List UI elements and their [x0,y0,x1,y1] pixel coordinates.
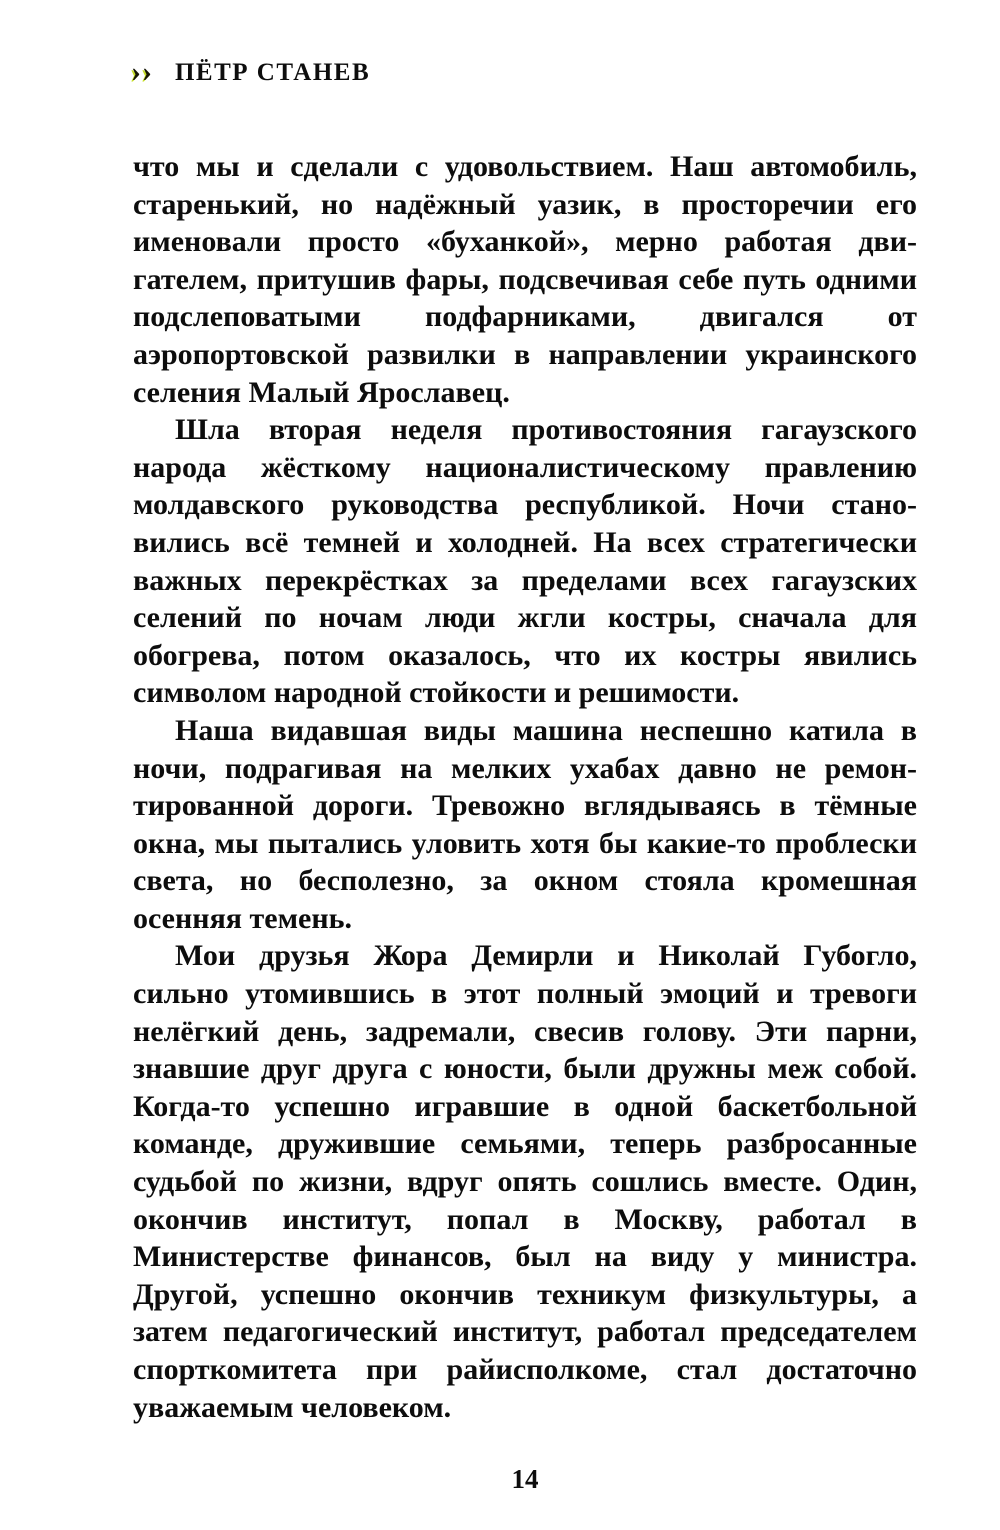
paragraph: Наша видавшая виды машина неспешно катила в ночи, подрагивая на мелких ухабах давно не ремонтированной дороги. Тревожно вглядываясь в тёмные окна, мы пытались уловить хотя бы какие-то проблески света, но бесполезно, за окном стояла кромешная осенняя темень. [133,713,917,935]
running-header [131,55,371,88]
paragraph: что мы и сделали с удовольствием. Наш автомобиль, старенький, но надёжный уазик, в просторечии его именовали просто «буханкой», мерно работая двигателем, притушив фары, подсвечивая себе путь одними подслеповатыми подфарниками, двигался от аэропортовской развилки в направлении украинского селения Малый Ярославец. [133,150,917,409]
paragraph: Шла вторая неделя противостояния гагаузского народа жёсткому националистическому правлению молдавского руководства республикой. Ночи становились всё темней и холодней. На всех стратегически важных перекрёстках за пределами всех гагаузских селений по ночам люди жгли костры, сначала для обогрева, потом оказалось, что их костры явились символом народной стойкости и решимости. [133,413,917,710]
paragraph: Мои друзья Жора Демирли и Николай Губогло, сильно утомившись в этот полный эмоций и тревоги нелёгкий день, задремали, свесив голову. Эти парни, знавшие друг друга с юности, были дружны меж собой. Когда-то успешно игравшие в одной баскетбольной команде, дружившие семьями, теперь разбросанные судьбой по жизни, вдруг опять сошлись вместе. Один, окончив институт, попал в Москву, работал в Министерстве финансов, был на виду у министра. Другой, успешно окончив техникум физкультуры, а затем педагогический институт, работал председателем спорткомитета при райисполкоме, стал достаточно уважаемым человеком. [133,939,917,1424]
page-number: 14 [511,1464,539,1494]
body-text-block [133,148,917,1426]
author-name: ПЁТР СТАНЕВ [174,59,371,86]
chevrons-right-icon: ›› [131,55,153,88]
